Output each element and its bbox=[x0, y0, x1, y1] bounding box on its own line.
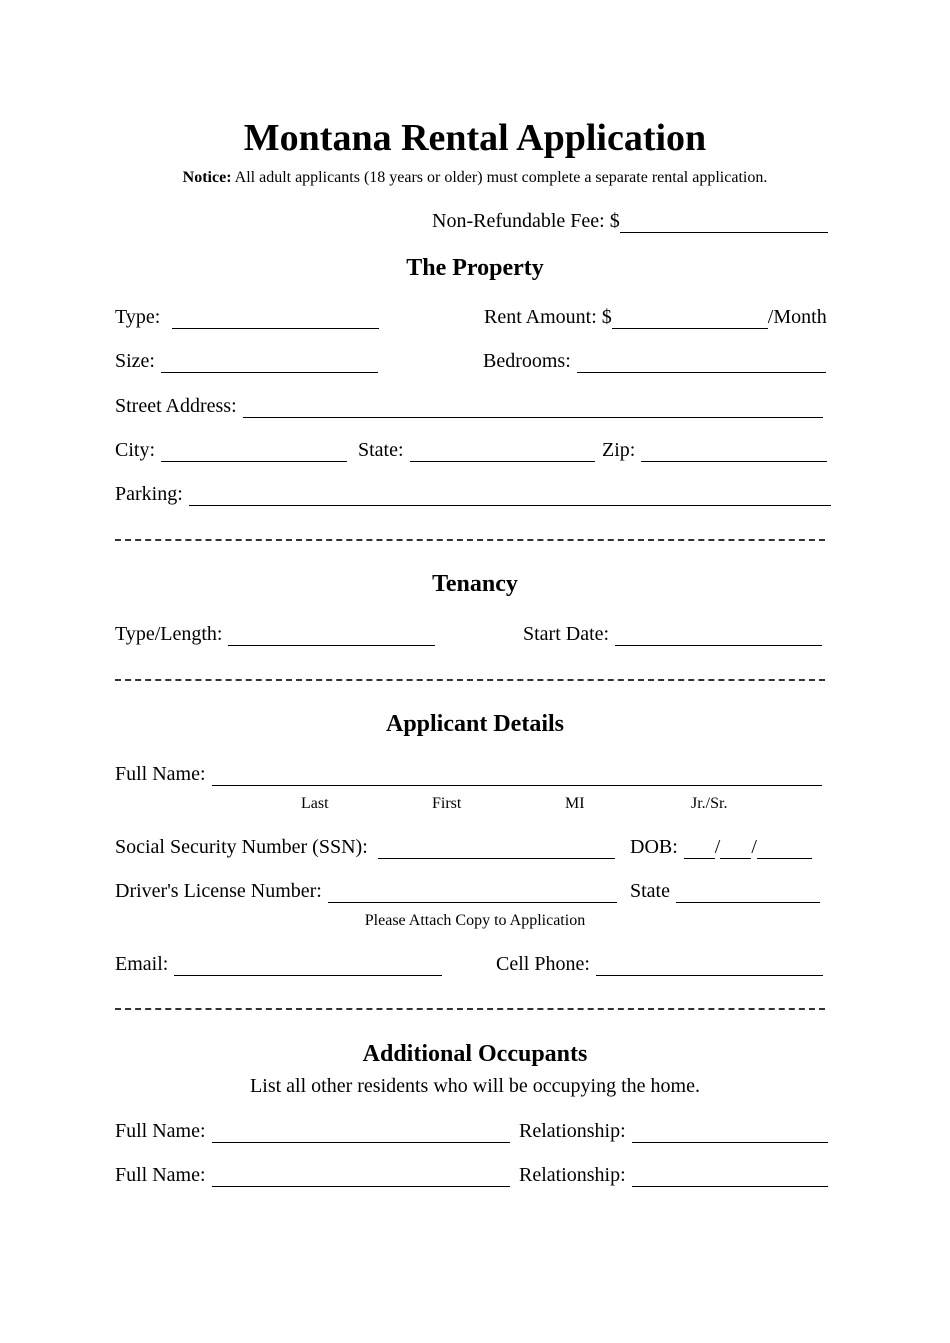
full-name-field[interactable] bbox=[212, 767, 822, 786]
tenancy-heading: Tenancy bbox=[432, 571, 518, 597]
dob-month-field[interactable] bbox=[684, 840, 715, 859]
notice-label: Notice: bbox=[182, 169, 232, 186]
occupant-relationship-label: Relationship: bbox=[519, 1164, 626, 1186]
dob-year-field[interactable] bbox=[757, 840, 812, 859]
property-heading: The Property bbox=[406, 255, 544, 281]
section-divider bbox=[115, 539, 825, 541]
street-row bbox=[115, 394, 823, 418]
fee-field[interactable] bbox=[620, 214, 828, 233]
occupant-relationship-row bbox=[519, 1119, 828, 1143]
dob-label: DOB: bbox=[630, 836, 678, 858]
size-row bbox=[115, 349, 378, 373]
rent-field[interactable] bbox=[612, 310, 768, 329]
name-part-last: Last bbox=[301, 795, 329, 812]
license-label: Driver's License Number: bbox=[115, 880, 322, 902]
state-row bbox=[358, 438, 595, 462]
ssn-label: Social Security Number (SSN): bbox=[115, 836, 368, 858]
email-label: Email: bbox=[115, 953, 169, 975]
street-field[interactable] bbox=[243, 399, 823, 418]
parking-label: Parking: bbox=[115, 483, 183, 505]
city-label: City: bbox=[115, 439, 156, 461]
dob-row bbox=[630, 835, 812, 859]
occupant-name-row bbox=[115, 1163, 510, 1187]
section-divider bbox=[115, 679, 825, 681]
license-note: Please Attach Copy to Application bbox=[364, 912, 586, 929]
state-label: State: bbox=[358, 439, 404, 461]
cell-phone-field[interactable] bbox=[596, 957, 823, 976]
cell-phone-row bbox=[496, 952, 823, 976]
city-field[interactable] bbox=[161, 443, 347, 462]
type-length-label: Type/Length: bbox=[115, 623, 223, 645]
zip-field[interactable] bbox=[641, 443, 827, 462]
occupant-name-label: Full Name: bbox=[115, 1164, 206, 1186]
parking-row bbox=[115, 482, 831, 506]
type-row bbox=[115, 305, 379, 329]
start-date-field[interactable] bbox=[615, 627, 822, 646]
name-part-suffix: Jr./Sr. bbox=[691, 795, 728, 812]
type-label: Type: bbox=[115, 306, 161, 328]
bedrooms-row bbox=[483, 349, 826, 373]
type-length-field[interactable] bbox=[228, 627, 435, 646]
license-row bbox=[115, 879, 617, 903]
rent-label: Rent Amount: $ bbox=[484, 306, 612, 328]
occupant-name-label: Full Name: bbox=[115, 1120, 206, 1142]
zip-label: Zip: bbox=[602, 439, 636, 461]
occupant-relationship-row bbox=[519, 1163, 828, 1187]
start-date-row bbox=[523, 622, 822, 646]
bedrooms-field[interactable] bbox=[577, 354, 826, 373]
occupant-relationship-field[interactable] bbox=[632, 1124, 828, 1143]
type-length-row bbox=[115, 622, 435, 646]
page-title: Montana Rental Application bbox=[243, 117, 707, 159]
notice-line bbox=[0, 168, 950, 188]
size-field[interactable] bbox=[161, 354, 378, 373]
start-date-label: Start Date: bbox=[523, 623, 610, 645]
fee-label: Non-Refundable Fee: $ bbox=[432, 210, 620, 232]
ssn-row bbox=[115, 835, 615, 859]
occupant-name-field[interactable] bbox=[212, 1124, 510, 1143]
full-name-row bbox=[115, 762, 822, 786]
occupants-heading: Additional Occupants bbox=[362, 1041, 588, 1067]
dob-separator: / bbox=[751, 836, 757, 858]
occupant-relationship-field[interactable] bbox=[632, 1168, 828, 1187]
city-row bbox=[115, 438, 347, 462]
size-label: Size: bbox=[115, 350, 155, 372]
rent-row bbox=[484, 305, 827, 329]
notice-text: All adult applicants (18 years or older) must complete a separate rental application. bbox=[234, 169, 768, 186]
occupants-instruction: List all other residents who will be occupying the home. bbox=[250, 1075, 700, 1097]
street-label: Street Address: bbox=[115, 395, 237, 417]
zip-row bbox=[602, 438, 827, 462]
dob-day-field[interactable] bbox=[720, 840, 751, 859]
email-row bbox=[115, 952, 442, 976]
license-state-field[interactable] bbox=[676, 884, 820, 903]
full-name-label: Full Name: bbox=[115, 763, 206, 785]
license-field[interactable] bbox=[328, 884, 617, 903]
ssn-field[interactable] bbox=[378, 840, 615, 859]
name-part-mi: MI bbox=[565, 795, 585, 812]
rent-suffix: /Month bbox=[767, 306, 827, 328]
dob-separator: / bbox=[714, 836, 721, 858]
section-divider bbox=[115, 1008, 825, 1010]
occupant-relationship-label: Relationship: bbox=[519, 1120, 626, 1142]
fee-row bbox=[432, 209, 828, 233]
email-field[interactable] bbox=[174, 957, 442, 976]
cell-phone-label: Cell Phone: bbox=[496, 953, 590, 975]
license-state-row bbox=[630, 879, 820, 903]
license-state-label: State bbox=[630, 880, 670, 902]
occupant-name-row bbox=[115, 1119, 510, 1143]
occupant-name-field[interactable] bbox=[212, 1168, 510, 1187]
state-field[interactable] bbox=[410, 443, 595, 462]
bedrooms-label: Bedrooms: bbox=[483, 350, 571, 372]
name-part-first: First bbox=[432, 795, 462, 812]
applicant-heading: Applicant Details bbox=[385, 711, 564, 737]
parking-field[interactable] bbox=[189, 487, 831, 506]
type-field[interactable] bbox=[172, 310, 379, 329]
